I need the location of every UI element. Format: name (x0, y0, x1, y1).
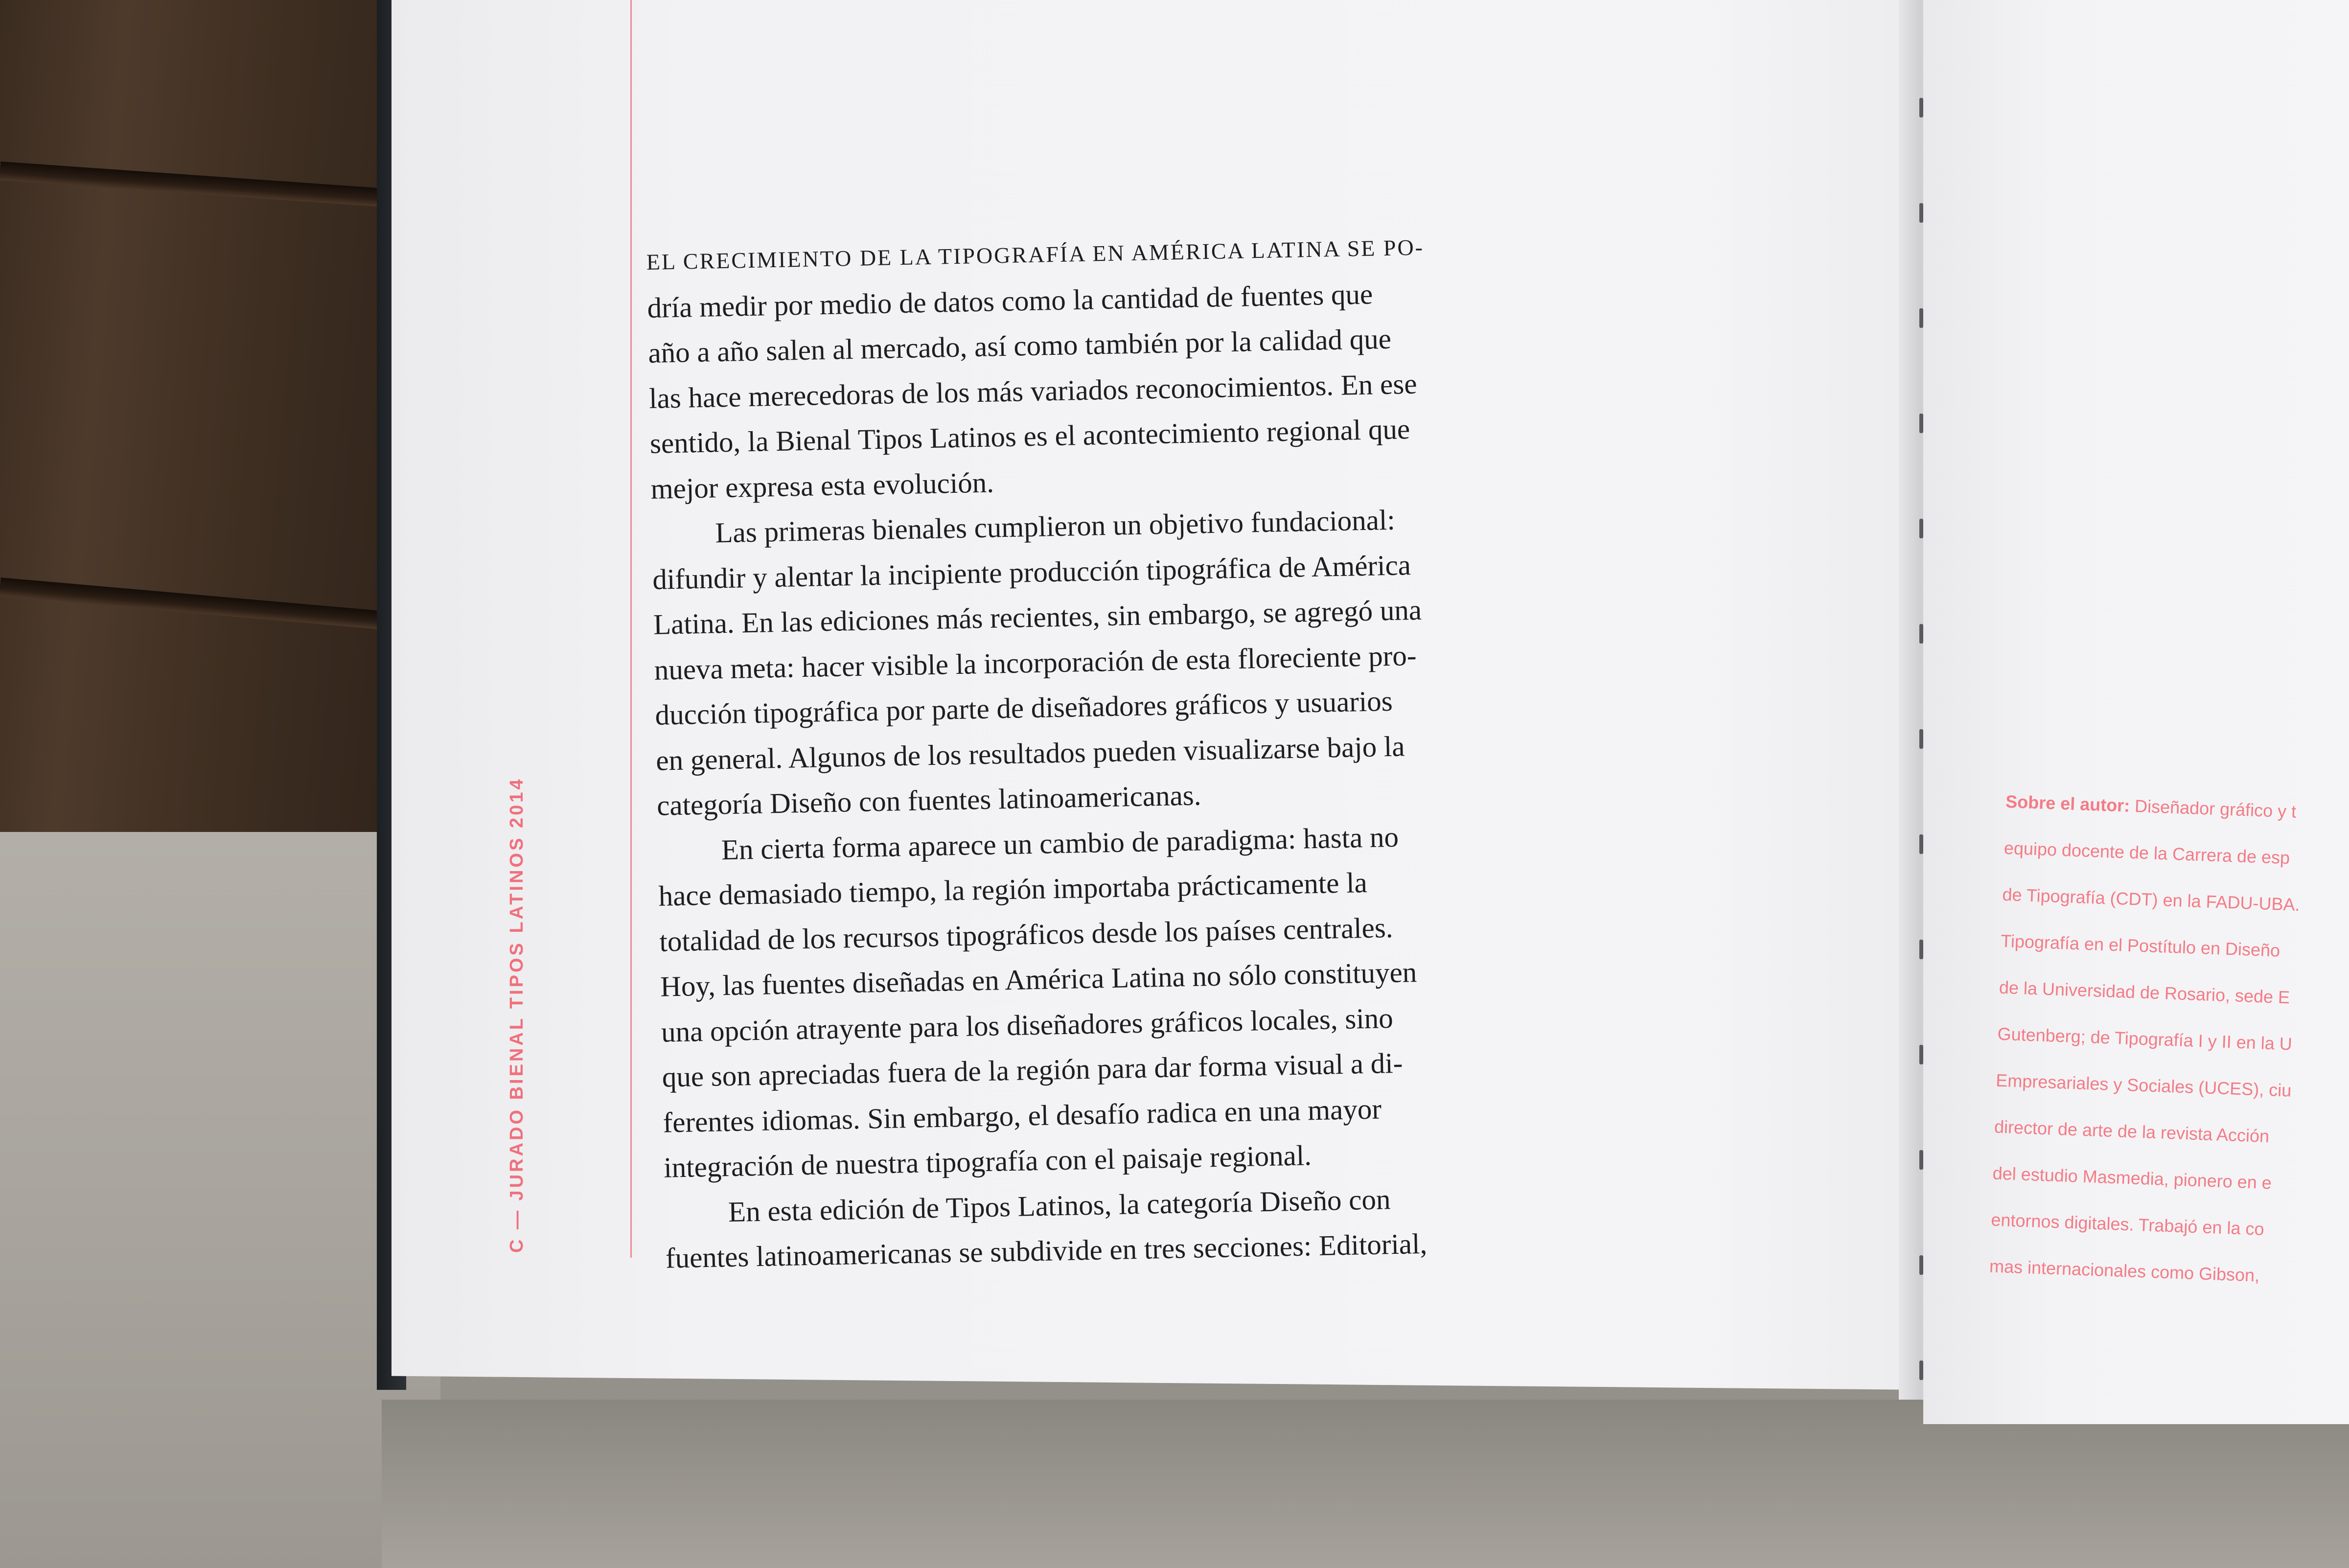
author-note-text: Empresariales y Sociales (UCES), ciu (1995, 1070, 2292, 1101)
binding-stitch (1919, 624, 1923, 644)
body-text (646, 223, 1562, 1281)
body-line: difundir y alentar la incipiente producción tipográfica de América (652, 548, 1411, 596)
author-note-text: Tipografía en el Postítulo en Diseño (2000, 930, 2280, 961)
body-line: en general. Algunos de los resultados pueden visualizarse bajo la (655, 729, 1405, 777)
plank-gap (0, 161, 430, 210)
binding-stitch (1919, 729, 1923, 749)
body-line: totalidad de los recursos tipográficos desde los países centrales. (659, 911, 1394, 958)
author-note-text: director de arte de la revista Acción (1994, 1116, 2270, 1147)
body-line: año a año salen al mercado, así como también por la calidad que (647, 322, 1392, 369)
body-line: fuentes latinoamericanas se subdivide en tres secciones: Editorial, (665, 1227, 1428, 1274)
binding-stitch (1919, 98, 1923, 117)
binding-stitch (1919, 940, 1923, 959)
author-note-text: de Tipografía (CDT) en la FADU-UBA. (2002, 884, 2301, 915)
floor-background (0, 832, 440, 1568)
body-line: Hoy, las fuentes diseñadas en América Latina no sólo constituyen (660, 956, 1417, 1003)
running-head: C — JURADO BIENAL TIPOS LATINOS 2014 (507, 777, 527, 1253)
binding-stitch (1919, 834, 1923, 854)
body-line: EL CRECIMIENTO DE LA TIPOGRAFÍA EN AMÉRICA LATINA SE PO- (646, 234, 1425, 275)
body-line: una opción atrayente para los diseñadores gráficos locales, sino (661, 1001, 1394, 1048)
body-line: dría medir por medio de datos como la cantidad de fuentes que (647, 277, 1373, 324)
body-line: ferentes idiomas. Sin embargo, el desafío radica en una mayor (662, 1092, 1382, 1139)
body-line: Las primeras bienales cumplieron un objetivo fundacional: (714, 503, 1396, 549)
author-note-text: Diseñador gráfico y t (2134, 796, 2297, 822)
body-line: En cierta forma aparece un cambio de paradigma: hasta no (721, 820, 1399, 866)
binding-stitch (1919, 1150, 1923, 1170)
body-line: En esta edición de Tipos Latinos, la categoría Diseño con (728, 1182, 1391, 1228)
author-note-text: de la Universidad de Rosario, sede E (1999, 977, 2290, 1008)
body-line: hace demasiado tiempo, la región importaba prácticamente la (658, 866, 1368, 912)
body-line: categoría Diseño con fuentes latinoamericanas. (656, 779, 1201, 822)
author-note-text: mas internacionales como Gibson, (1989, 1256, 2260, 1286)
binding-stitch (1919, 203, 1923, 223)
binding-stitch (1919, 519, 1923, 538)
body-line: nueva meta: hacer visible la incorporación de esta floreciente pro- (654, 639, 1417, 686)
binding-stitch (1919, 308, 1923, 328)
margin-rule (630, 0, 632, 1258)
body-line: integración de nuestra tipografía con el paisaje regional. (663, 1139, 1312, 1184)
body-line: ducción tipográfica por parte de diseñadores gráficos y usuarios (655, 684, 1393, 731)
wooden-table (0, 0, 431, 832)
binding-stitch (1919, 414, 1923, 433)
binding-stitch (1919, 1360, 1923, 1380)
author-note-lead: Sobre el autor: (2005, 791, 2135, 816)
body-line: las hace merecedoras de los más variados reconocimientos. En ese (648, 367, 1417, 415)
author-note-text: equipo docente de la Carrera de esp (2004, 837, 2290, 868)
body-line: mejor expresa esta evolución. (650, 465, 994, 505)
plank-gap (0, 577, 430, 634)
body-line: Latina. En las ediciones más recientes, sin embargo, se agregó una (653, 593, 1422, 641)
author-note-text: entornos digitales. Trabajó en la co (1990, 1209, 2265, 1239)
background-below-book (382, 1400, 2349, 1568)
binding-stitch (1919, 1045, 1923, 1064)
author-note-text: Gutenberg; de Tipografía I y II en la U (1997, 1023, 2293, 1054)
body-line: sentido, la Bienal Tipos Latinos es el acontecimiento regional que (649, 413, 1410, 460)
body-line: que son apreciadas fuera de la región para dar forma visual a di- (662, 1046, 1403, 1093)
author-note-text: del estudio Masmedia, pionero en e (1992, 1163, 2272, 1193)
author-note (1989, 778, 2349, 1305)
binding-stitch (1919, 1255, 1923, 1275)
